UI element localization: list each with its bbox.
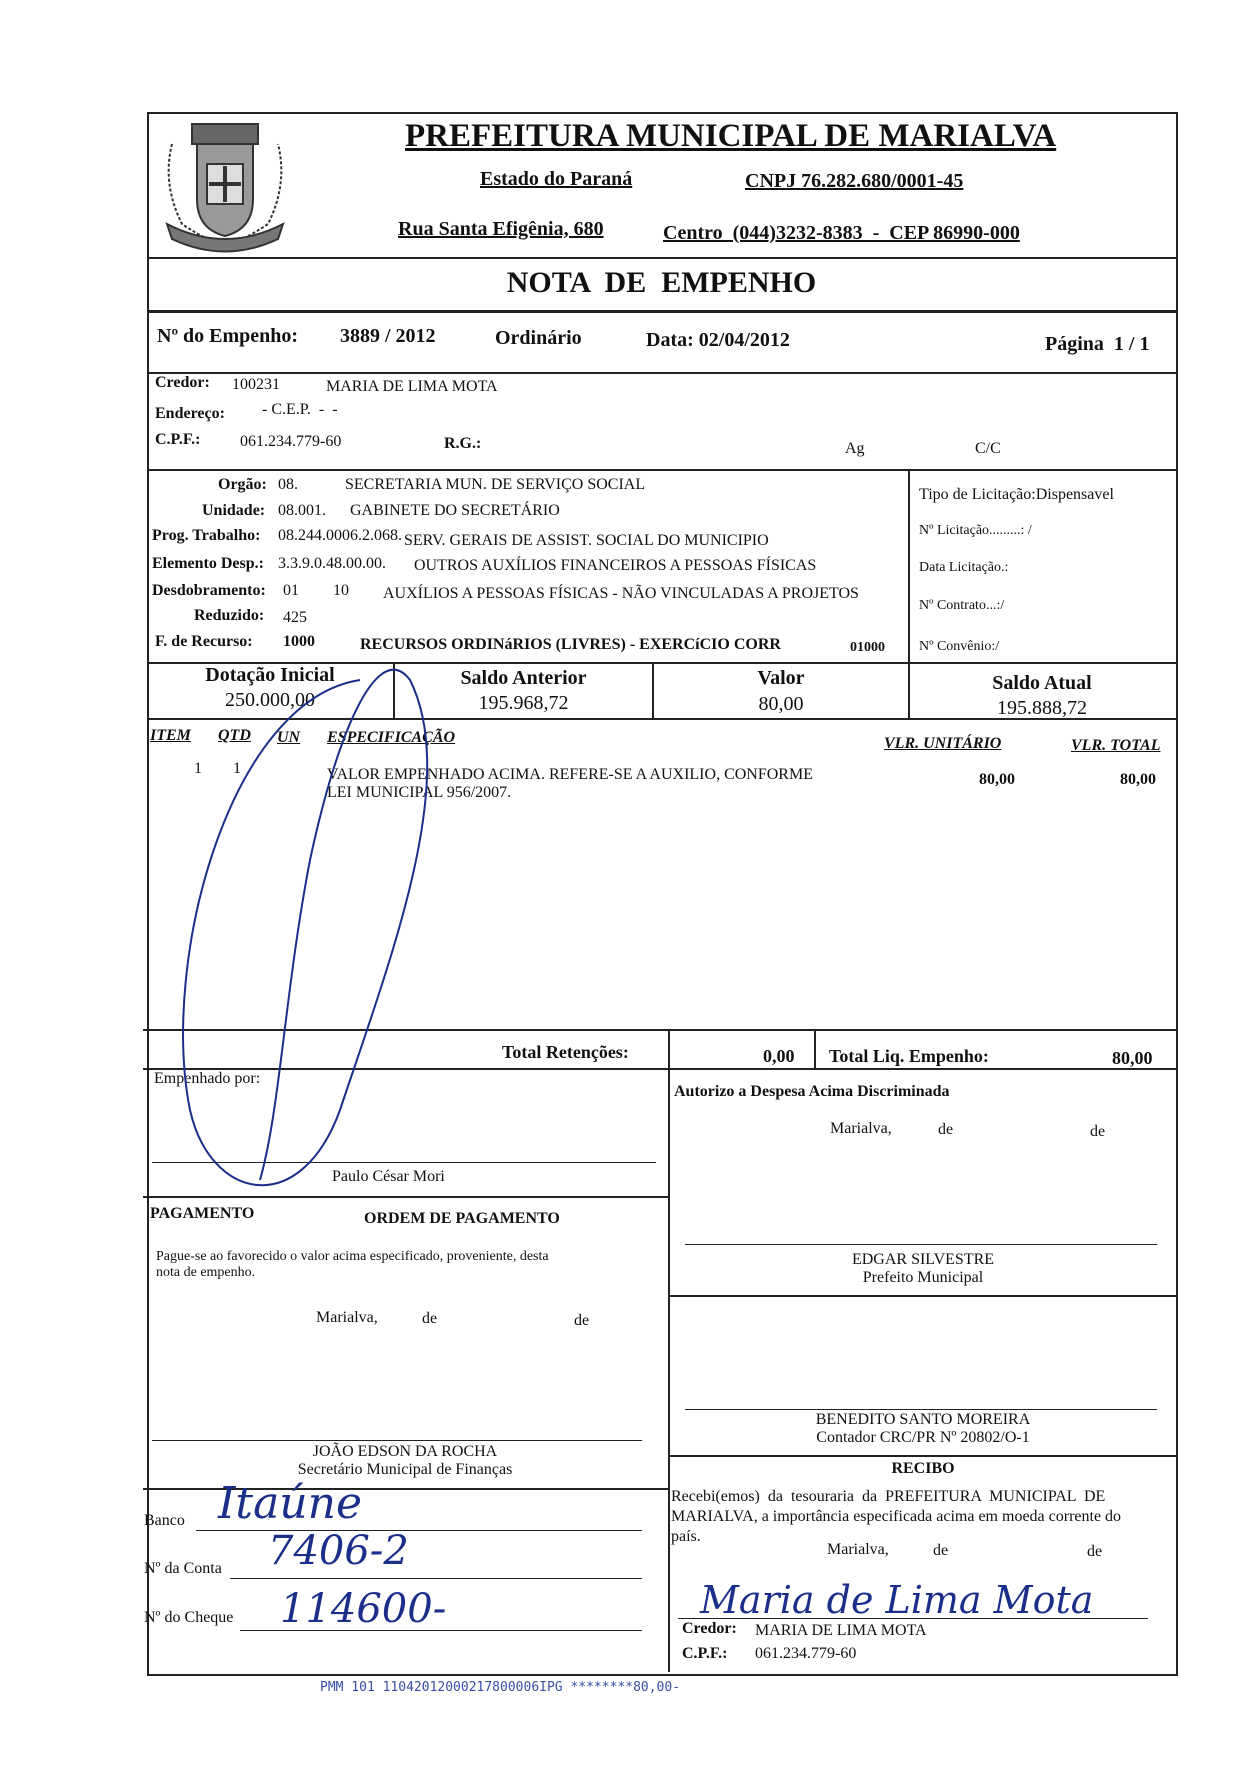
desd-label: Desdobramento: <box>152 582 266 599</box>
orgao-code: 08. <box>278 476 298 493</box>
num-licitacao: Nº Licitação.........: / <box>919 523 1032 538</box>
dotacao-label: Dotação Inicial <box>205 664 335 686</box>
cpf-value: 061.234.779-60 <box>240 433 342 450</box>
desd-value: AUXÍLIOS A PESSOAS FÍSICAS - NÃO VINCULADAS A PROJETOS <box>383 585 859 602</box>
recibo-line2: MARIALVA, a importância especificada acima em moeda corrente do <box>671 1508 1122 1525</box>
saldo-anterior-label: Saldo Anterior <box>460 667 587 689</box>
fonte-label: F. de Recurso: <box>155 633 253 650</box>
prog-value: SERV. GERAIS DE ASSIST. SOCIAL DO MUNICIPIO <box>404 532 769 549</box>
secretario-role: Secretário Municipal de Finanças <box>297 1461 513 1478</box>
recibo-line3: país. <box>671 1528 701 1545</box>
pagamento-text-line2: nota de empenho. <box>156 1265 256 1280</box>
col-un: UN <box>277 729 301 746</box>
recibo-cpf-label: C.P.F.: <box>682 1645 728 1662</box>
pagamento-de2: de <box>574 1312 590 1329</box>
unidade-label: Unidade: <box>202 502 266 519</box>
secretario-name: JOÃO EDSON DA ROCHA <box>312 1443 498 1460</box>
pagamento-label: PAGAMENTO <box>150 1205 255 1222</box>
cpf-label: C.P.F.: <box>155 431 201 448</box>
contador-role: Contador CRC/PR Nº 20802/O-1 <box>816 1429 1030 1446</box>
col-item: ITEM <box>150 727 191 744</box>
header-state: Estado do Paraná <box>480 168 633 190</box>
recibo-de2: de <box>1087 1543 1103 1560</box>
data-licitacao: Data Licitação.: <box>919 560 1009 575</box>
header-title: PREFEITURA MUNICIPAL DE MARIALVA <box>405 118 1057 154</box>
item-number: 1 <box>194 760 202 777</box>
banco-label: Banco <box>144 1512 185 1529</box>
credor-signature: Maria de Lima Mota <box>700 1578 1094 1622</box>
elem-code: 3.3.9.0.48.00.00. <box>278 555 386 572</box>
footer-code: PMM 101 11042012000217800006IPG ********80,00- <box>320 1680 681 1695</box>
unidade-value: GABINETE DO SECRETÁRIO <box>350 502 560 519</box>
header-address: Centro (044)3232-8383 - CEP 86990-000 <box>663 222 1020 244</box>
cheque-label: Nº do Cheque <box>144 1609 234 1626</box>
doc-title: NOTA DE EMPENHO <box>506 266 817 299</box>
header-cnpj: CNPJ 76.282.680/0001-45 <box>745 170 964 192</box>
reduzido-value: 425 <box>283 609 307 626</box>
recibo-credor-label: Credor: <box>682 1620 737 1637</box>
retencoes-value: 0,00 <box>763 1046 795 1066</box>
cheque-handwritten: 114600- <box>280 1586 447 1632</box>
page-number: Página 1 / 1 <box>1045 333 1150 355</box>
credor-name: MARIA DE LIMA MOTA <box>326 378 498 395</box>
col-total: VLR. TOTAL <box>1071 737 1161 754</box>
endereco-value: - C.E.P. - - <box>262 401 338 418</box>
col-espec: ESPECIFICAÇÃO <box>327 729 456 746</box>
reduzido-label: Reduzido: <box>194 607 265 624</box>
prefeito-name: EDGAR SILVESTRE <box>851 1251 995 1268</box>
recibo-title: RECIBO <box>891 1460 955 1477</box>
liq-empenho-label: Total Liq. Empenho: <box>829 1046 989 1066</box>
empenhado-por-name: Paulo César Mori <box>332 1168 445 1185</box>
rg-label: R.G.: <box>444 435 482 452</box>
unidade-code: 08.001. <box>278 502 326 519</box>
desd-code2: 10 <box>333 582 349 599</box>
autorizo-de1: de <box>938 1121 954 1138</box>
pagamento-de1: de <box>422 1310 438 1327</box>
col-qtd: QTD <box>218 727 251 744</box>
item-desc-line2: LEI MUNICIPAL 956/2007. <box>327 784 512 801</box>
tipo-licitacao: Tipo de Licitação:Dispensavel <box>919 486 1114 503</box>
endereco-label: Endereço: <box>155 405 225 422</box>
empenho-kind: Ordinário <box>495 327 582 349</box>
liq-empenho-value: 80,00 <box>1112 1048 1153 1068</box>
prog-code: 08.244.0006.2.068. <box>278 527 402 544</box>
credor-code: 100231 <box>232 376 280 393</box>
pagamento-city: Marialva, <box>316 1309 378 1326</box>
ordem-pagamento-label: ORDEM DE PAGAMENTO <box>364 1210 560 1227</box>
prog-label: Prog. Trabalho: <box>152 527 261 544</box>
num-contrato: Nº Contrato...:/ <box>919 598 1005 613</box>
item-qty: 1 <box>233 760 241 777</box>
recibo-de1: de <box>933 1542 949 1559</box>
orgao-label: Orgão: <box>218 476 267 493</box>
col-unit: VLR. UNITÁRIO <box>884 735 1002 752</box>
saldo-atual-label: Saldo Atual <box>992 672 1092 694</box>
elem-label: Elemento Desp.: <box>152 555 264 572</box>
autorizo-city: Marialva, <box>830 1120 892 1137</box>
conta-handwritten: 7406-2 <box>268 1528 409 1574</box>
ag-label: Ag <box>845 440 865 457</box>
item-total-value: 80,00 <box>1120 771 1156 788</box>
recibo-cpf-value: 061.234.779-60 <box>755 1645 857 1662</box>
fonte-value: RECURSOS ORDINáRIOS (LIVRES) - EXERCíCIO CORR <box>360 636 781 653</box>
empenho-number: 3889 / 2012 <box>340 325 436 347</box>
recibo-credor-value: MARIA DE LIMA MOTA <box>755 1622 927 1639</box>
dotacao-value: 250.000,00 <box>225 689 315 711</box>
valor-label: Valor <box>757 667 805 689</box>
banco-handwritten: Itaúne <box>218 1478 363 1529</box>
retencoes-label: Total Retenções: <box>502 1042 629 1062</box>
conta-label: Nº da Conta <box>144 1560 222 1577</box>
valor-value: 80,00 <box>758 693 804 715</box>
empenhado-por-label: Empenhado por: <box>154 1070 261 1087</box>
orgao-value: SECRETARIA MUN. DE SERVIÇO SOCIAL <box>345 476 646 493</box>
elem-value: OUTROS AUXÍLIOS FINANCEIROS A PESSOAS FÍSICAS <box>414 557 817 574</box>
item-desc-line1: VALOR EMPENHADO ACIMA. REFERE-SE A AUXILIO, CONFORME <box>327 766 813 783</box>
pagamento-text-line1: Pague-se ao favorecido o valor acima especificado, proveniente, desta <box>156 1249 549 1264</box>
item-unit-value: 80,00 <box>979 771 1015 788</box>
recibo-city: Marialva, <box>827 1541 889 1558</box>
saldo-atual-value: 195.888,72 <box>997 697 1087 719</box>
saldo-anterior-value: 195.968,72 <box>478 692 569 714</box>
prefeito-role: Prefeito Municipal <box>862 1269 984 1286</box>
autorizo-de2: de <box>1090 1123 1106 1140</box>
cc-label: C/C <box>975 440 1001 457</box>
contador-name: BENEDITO SANTO MOREIRA <box>815 1411 1031 1428</box>
credor-label: Credor: <box>155 374 210 391</box>
header-street: Rua Santa Efigênia, 680 <box>398 218 604 240</box>
desd-code1: 01 <box>283 582 299 599</box>
fonte-code: 1000 <box>283 633 315 650</box>
empenho-date: Data: 02/04/2012 <box>646 329 790 351</box>
handwritten-rubric <box>110 660 450 1220</box>
coat-of-arms-logo <box>152 104 298 254</box>
num-convenio: Nº Convênio:/ <box>919 639 1000 654</box>
autorizo-label: Autorizo a Despesa Acima Discriminada <box>674 1083 950 1100</box>
fonte-number: 01000 <box>850 640 885 655</box>
recibo-line1: Recebi(emos) da tesouraria da PREFEITURA MUNICIPAL DE <box>671 1488 1106 1505</box>
empenho-label: Nº do Empenho: <box>157 325 299 347</box>
